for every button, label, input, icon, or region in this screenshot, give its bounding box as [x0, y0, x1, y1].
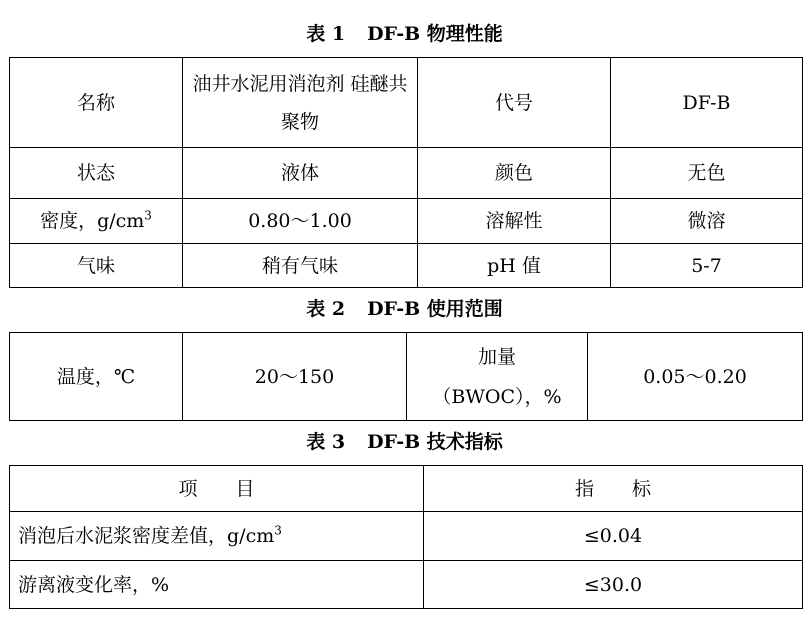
table-cell: 游离液变化率，%: [10, 561, 424, 609]
table2-usage-range: [9, 332, 803, 421]
table-cell: 稍有气味: [183, 244, 418, 288]
table-row: [10, 512, 803, 561]
table-row: [10, 58, 803, 148]
table2-caption: [0, 297, 809, 321]
dosage-unit: （BWOC），%: [432, 385, 562, 408]
density-label: 密度，g/cm: [40, 210, 145, 232]
table-cell: pH 值: [418, 244, 611, 288]
table-cell: 颜色: [418, 148, 611, 199]
table-cell: 20～150: [183, 333, 407, 421]
table-cell: 无色: [611, 148, 803, 199]
table3-caption: [0, 430, 809, 454]
table-cell: 液体: [183, 148, 418, 199]
table-cell: 温度，℃: [10, 333, 183, 421]
table-row: [10, 561, 803, 609]
table1-caption-number: 表 1: [306, 23, 346, 45]
table-cell: [10, 199, 183, 244]
table-row: [10, 148, 803, 199]
table3-technical-specs: [9, 465, 803, 609]
table-cell: 0.05～0.20: [588, 333, 803, 421]
table-cell: ≤30.0: [424, 561, 803, 609]
table-cell: 溶解性: [418, 199, 611, 244]
table-header-row: [10, 466, 803, 512]
density-diff-label: 消泡后水泥浆密度差值，g/cm: [18, 525, 275, 547]
table1-physical-properties: [9, 57, 803, 288]
unit-superscript: 3: [274, 523, 282, 538]
table-cell: 状态: [10, 148, 183, 199]
table3-caption-title: DF-B 技术指标: [367, 431, 503, 453]
table-cell: [10, 512, 424, 561]
table1-caption: [0, 22, 809, 46]
column-header: 项 目: [10, 466, 424, 512]
unit-superscript: 3: [144, 208, 152, 223]
table-row: [10, 333, 803, 421]
table-cell: 微溶: [611, 199, 803, 244]
table-cell: 名称: [10, 58, 183, 148]
table-cell: [407, 333, 588, 421]
table-cell: 油井水泥用消泡剂 硅醚共聚物: [183, 58, 418, 148]
column-header: 指 标: [424, 466, 803, 512]
table-cell: DF-B: [611, 58, 803, 148]
table-row: [10, 244, 803, 288]
table-cell: 气味: [10, 244, 183, 288]
table2-caption-title: DF-B 使用范围: [367, 298, 503, 320]
table-row: [10, 199, 803, 244]
table2-caption-number: 表 2: [306, 298, 346, 320]
table-cell: 5-7: [611, 244, 803, 288]
table-cell: 0.80～1.00: [183, 199, 418, 244]
dosage-label: 加量: [477, 345, 516, 368]
table1-caption-title: DF-B 物理性能: [367, 23, 503, 45]
table3-caption-number: 表 3: [306, 431, 346, 453]
table-cell: 代号: [418, 58, 611, 148]
table-cell: ≤0.04: [424, 512, 803, 561]
